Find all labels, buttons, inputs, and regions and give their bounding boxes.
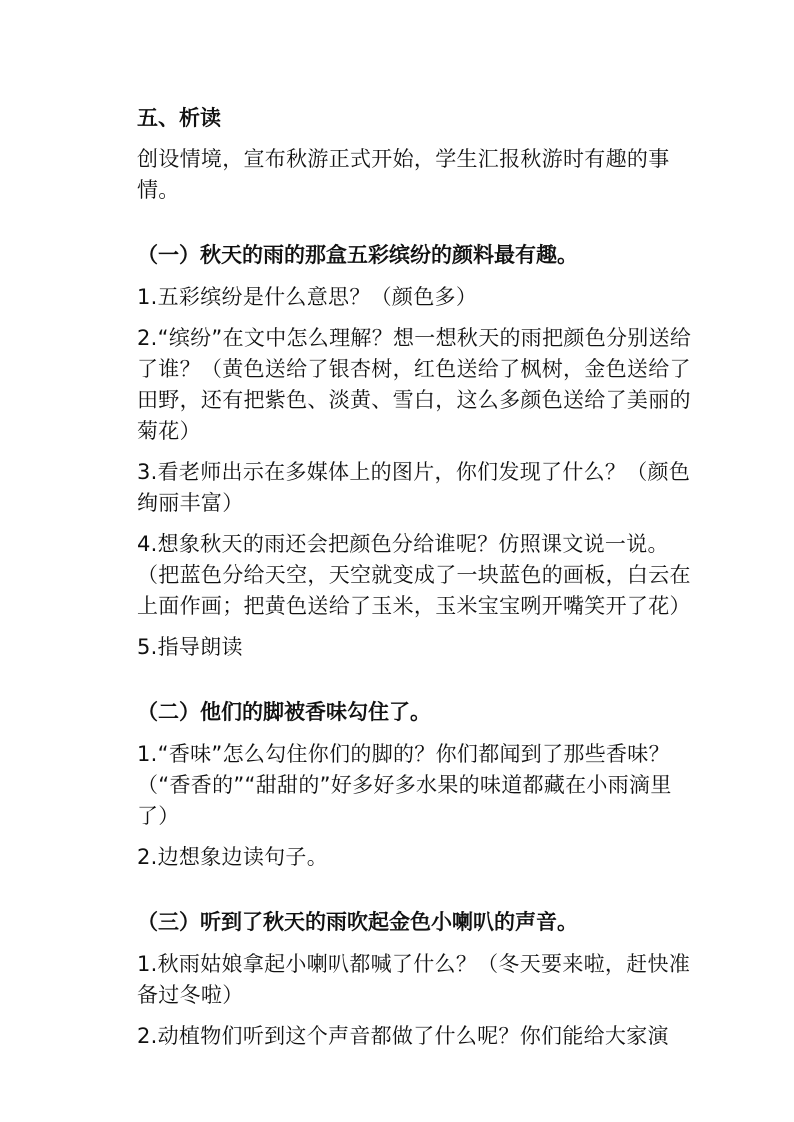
list-item: 2.动植物们听到这个声音都做了什么呢？你们能给大家演 xyxy=(137,1024,669,1048)
list-item: 1.秋雨姑娘拿起小喇叭都喊了什么？（冬天要来啦，赶快准备过冬啦） xyxy=(137,952,691,1007)
section-title-1: （一）秋天的雨的那盒五彩缤纷的颜料最有趣。 xyxy=(137,243,578,267)
section-heading: 五、析读 xyxy=(137,106,221,130)
list-item: 2.“缤纷”在文中怎么理解？想一想秋天的雨把颜色分别送给了谁？（黄色送给了银杏树，红色送给了枫树，金色送给了田野，还有把紫色、淡黄、雪白，这么多颜色送给了美丽的菊花） xyxy=(137,326,692,443)
list-item: 3.看老师出示在多媒体上的图片，你们发现了什么？（颜色绚丽丰富） xyxy=(137,460,691,515)
intro-paragraph: 创设情境，宣布秋游正式开始，学生汇报秋游时有趣的事情。 xyxy=(137,147,670,202)
list-item: 4.想象秋天的雨还会把颜色分给谁呢？仿照课文说一说。（把蓝色分给天空，天空就变成了一块蓝色的画板，白云在上面作画；把黄色送给了玉米，玉米宝宝咧开嘴笑开了花） xyxy=(137,532,691,618)
list-item: 5.指导朗读 xyxy=(137,635,243,659)
section-title-3: （三）听到了秋天的雨吹起金色小喇叭的声音。 xyxy=(137,910,578,934)
list-item: 1.“香味”怎么勾住你们的脚的？你们都闻到了那些香味？（“香香的”“甜甜的”好多好多水果的味道都藏在小雨滴里了） xyxy=(137,742,672,828)
list-item: 2.边想象边读句子。 xyxy=(137,845,329,869)
document-body xyxy=(137,103,697,1065)
section-title-2: （二）他们的脚被香味勾住了。 xyxy=(137,700,431,724)
list-item: 1.五彩缤纷是什么意思？（颜色多） xyxy=(137,285,478,309)
